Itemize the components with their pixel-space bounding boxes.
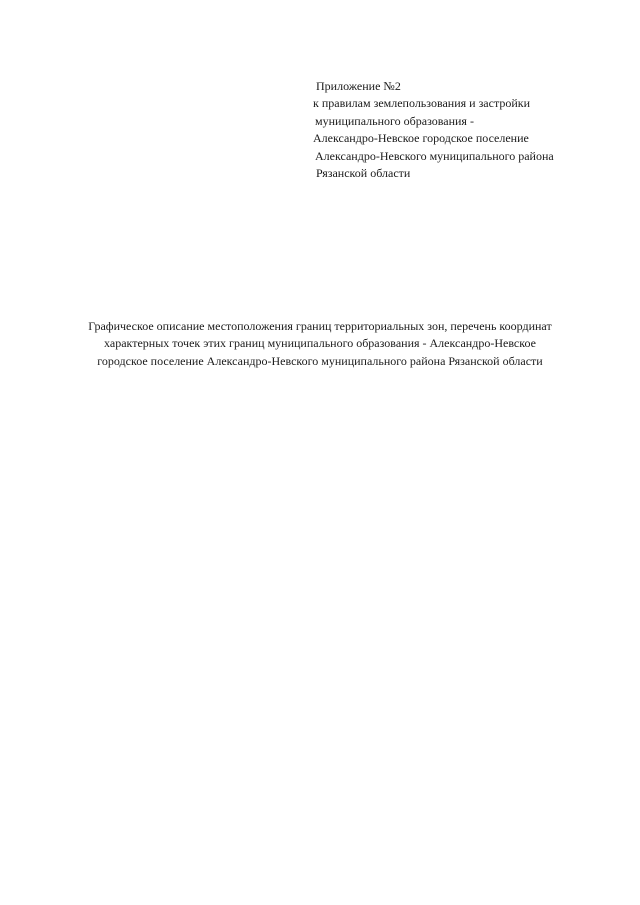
appendix-line: Рязанской области bbox=[316, 166, 411, 181]
title-line: Графическое описание местоположения границ территориальных зон, перечень координат bbox=[88, 319, 552, 333]
appendix-number: Приложение №2 bbox=[316, 79, 401, 93]
appendix-line: Александро-Невское городское поселение bbox=[313, 131, 529, 146]
title-line: городское поселение Александро-Невского муниципального района Рязанской области bbox=[97, 353, 543, 368]
document-title bbox=[40, 318, 600, 370]
title-line: характерных точек этих границ муниципального образования - Александро-Невское bbox=[104, 336, 536, 351]
appendix-header bbox=[313, 78, 633, 182]
appendix-line: муниципального образования - bbox=[315, 113, 474, 128]
appendix-line: к правилам землепользования и застройки bbox=[313, 96, 531, 111]
appendix-line: Александро-Невского муниципального района bbox=[315, 148, 554, 163]
